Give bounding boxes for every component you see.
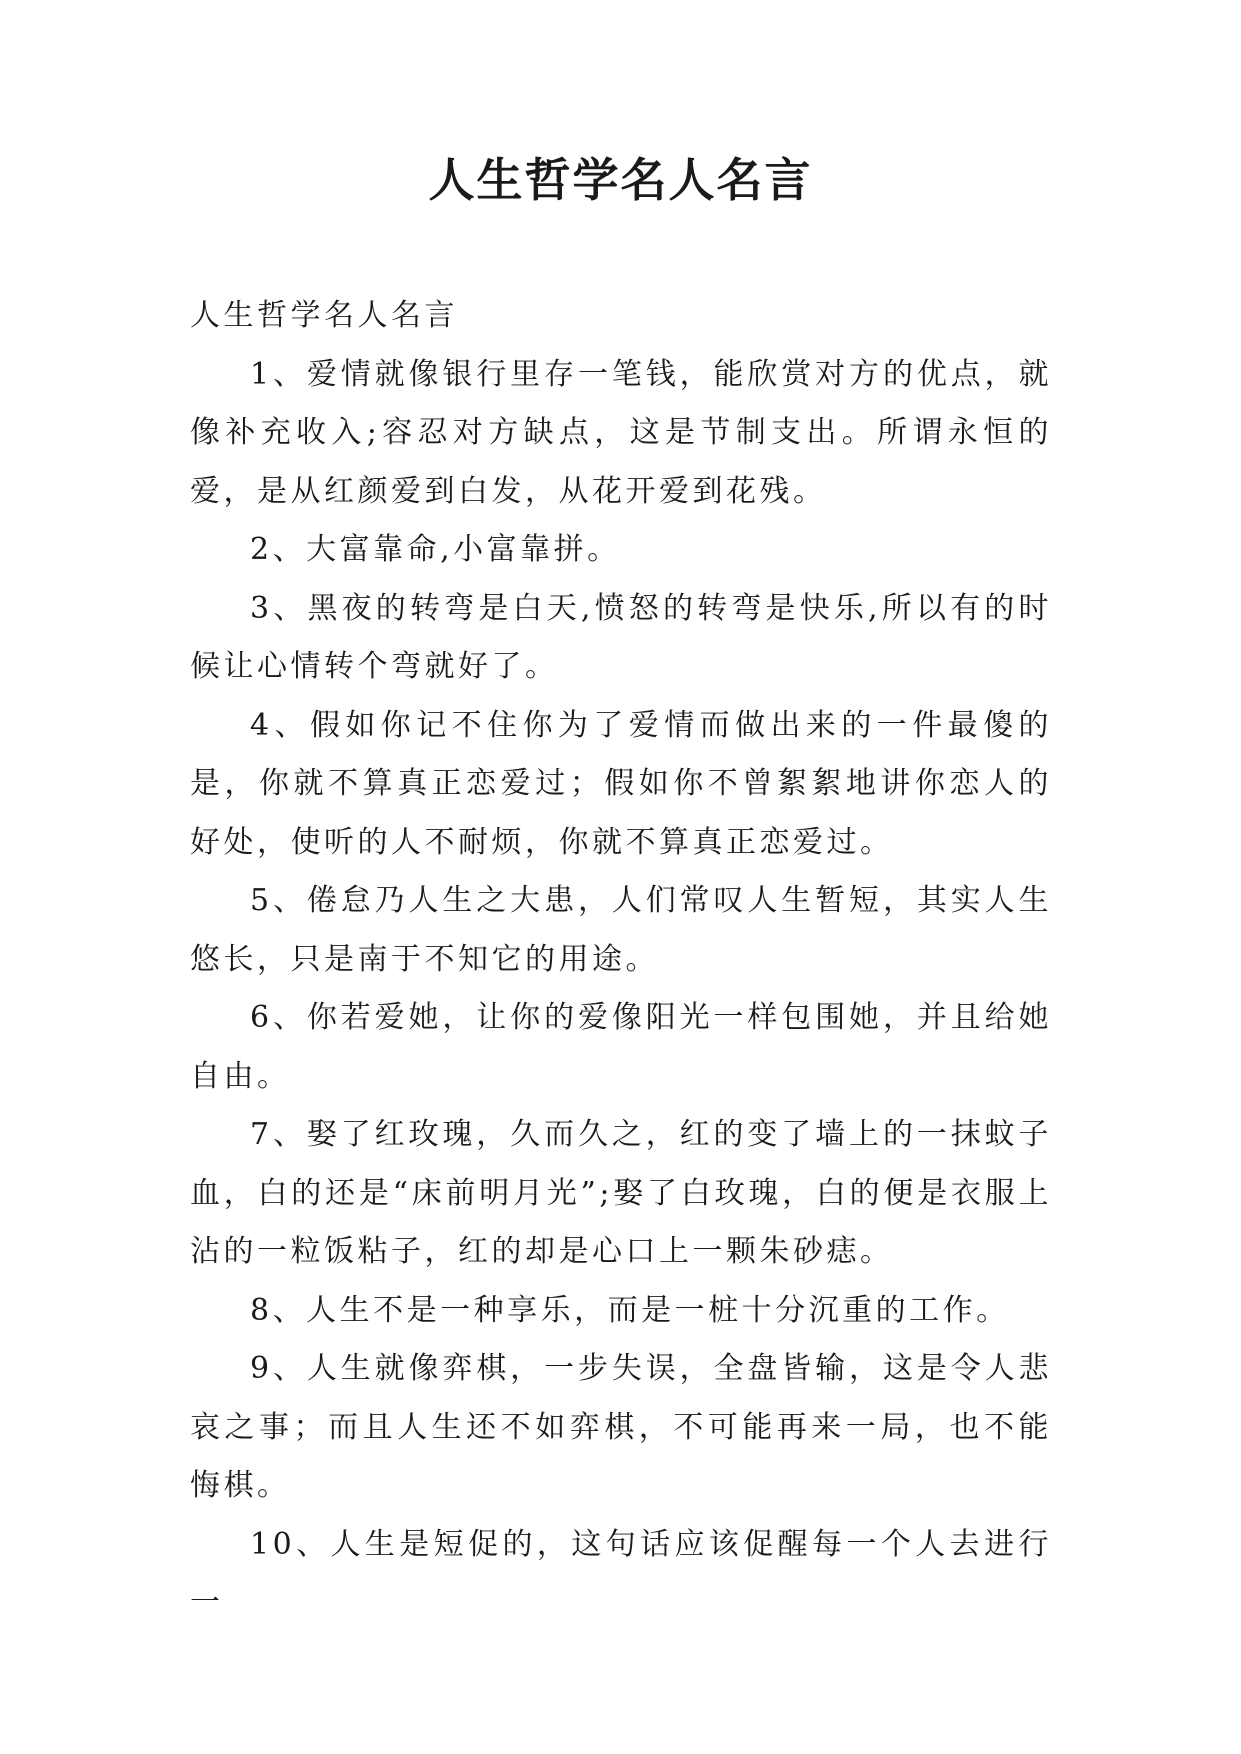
document-subtitle: 人生哲学名人名言 xyxy=(190,298,458,333)
quote-paragraph: 5、倦怠乃人生之大患，人们常叹人生暂短，其实人生悠长，只是南于不知它的用途。 xyxy=(190,883,1052,977)
quote-paragraph: 1、爱情就像银行里存一笔钱，能欣赏对方的优点，就像补充收入;容忍对方缺点，这是节制支出。所谓永恒的爱，是从红颜爱到白发，从花开爱到花残。 xyxy=(190,356,1052,509)
quote-paragraph: 6、你若爱她，让你的爱像阳光一样包围她，并且给她自由。 xyxy=(190,1000,1052,1094)
quote-paragraph: 4、假如你记不住你为了爱情而做出来的一件最傻的是，你就不算真正恋爱过；假如你不曾絮絮地讲你恋人的好处，使听的人不耐烦，你就不算真正恋爱过。 xyxy=(190,707,1052,860)
quote-paragraph: 10、人生是短促的，这句话应该促醒每一个人去进行一 xyxy=(190,1526,1052,1620)
document-body xyxy=(190,287,1052,1633)
document-title: 人生哲学名人名言 xyxy=(428,153,813,207)
quote-paragraph: 8、人生不是一种享乐，而是一桩十分沉重的工作。 xyxy=(250,1292,1010,1328)
quote-paragraph: 9、人生就像弈棋，一步失误，全盘皆输，这是令人悲哀之事；而且人生还不如弈棋，不可能再来一局，也不能悔棋。 xyxy=(190,1351,1052,1503)
quote-paragraph: 7、娶了红玫瑰，久而久之，红的变了墙上的一抹蚊子血，白的还是“床前明月光”;娶了白玫瑰，白的便是衣服上沾的一粒饭粘子，红的却是心口上一颗朱砂痣。 xyxy=(190,1117,1052,1269)
quote-paragraph: 3、黑夜的转弯是白天,愤怒的转弯是快乐,所以有的时候让心情转个弯就好了。 xyxy=(190,590,1052,684)
quote-paragraph: 2、大富靠命,小富靠拼。 xyxy=(250,532,621,567)
